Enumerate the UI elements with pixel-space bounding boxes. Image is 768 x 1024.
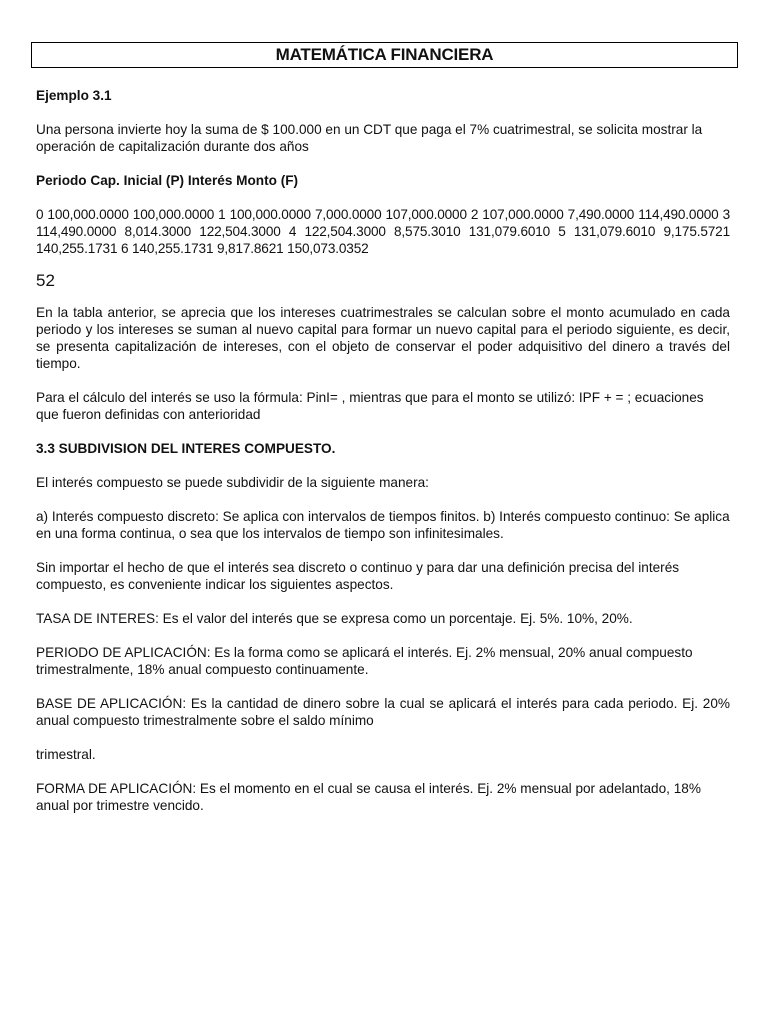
- table-header: Periodo Cap. Inicial (P) Interés Monto (F): [36, 173, 299, 188]
- paragraph-aspectos: Sin importar el hecho de que el interés sea discreto o continuo y para dar una definición precisa del interés compuesto, es conveniente indicar los siguientes aspectos.: [36, 560, 680, 592]
- paragraph-tabla-anterior: En la tabla anterior, se aprecia que los intereses cuatrimestrales se calculan sobre el monto acumulado en cada periodo y los intereses se suman al nuevo capital para formar un nuevo capital para el periodo siguiente, es decir, se presenta capitalización de intereses, con el objeto de conservar el poder adquisitivo del dinero a través del tiempo.: [36, 305, 730, 371]
- section-heading: 3.3 SUBDIVISION DEL INTERES COMPUESTO.: [36, 441, 336, 456]
- paragraph-forma-aplicacion: FORMA DE APLICACIÓN: Es el momento en el cual se causa el interés. Ej. 2% mensual por adelantado, 18% anual por trimestre vencido.: [36, 781, 701, 813]
- paragraph-base-aplicacion: BASE DE APLICACIÓN: Es la cantidad de dinero sobre la cual se aplicará el interés para cada periodo. Ej. 20% anual compuesto trimestralmente sobre el saldo mínimo: [36, 696, 730, 728]
- paragraph-tasa-interes: TASA DE INTERES: Es el valor del interés que se expresa como un porcentaje. Ej. 5%. 10%, 20%.: [36, 611, 633, 626]
- page-number: 52: [36, 271, 55, 290]
- page-title: MATEMÁTICA FINANCIERA: [31, 42, 738, 68]
- example-text: Una persona invierte hoy la suma de $ 100.000 en un CDT que paga el 7% cuatrimestral, se solicita mostrar la operación de capitalización durante dos años: [36, 122, 703, 154]
- paragraph-subdivision-intro: El interés compuesto se puede subdividir de la siguiente manera:: [36, 475, 429, 490]
- paragraph-periodo-aplicacion: PERIODO DE APLICACIÓN: Es la forma como se aplicará el interés. Ej. 2% mensual, 20% anual compuesto trimestralmente, 18% anual compuesto continuamente.: [36, 645, 693, 677]
- example-heading: Ejemplo 3.1: [36, 88, 112, 103]
- document-page: [36, 42, 730, 814]
- paragraph-trimestral: trimestral.: [36, 747, 96, 762]
- table-data: 0 100,000.0000 100,000.0000 1 100,000.0000 7,000.0000 107,000.0000 2 107,000.0000 7,490.0000 114,490.0000 3 114,490.0000 8,014.3000 122,504.3000 4 122,504.3000 8,575.3010 131,079.6010 5 131,079.6010 9,175.5721 140,255.1731 6 140,255.1731 9,817.8621 150,073.0352: [36, 207, 730, 256]
- paragraph-discreto-continuo: a) Interés compuesto discreto: Se aplica con intervalos de tiempos finitos. b) Interés compuesto continuo: Se aplica en una forma continua, o sea que los intervalos de tiempo son infinitesimales.: [36, 509, 730, 541]
- paragraph-formula: Para el cálculo del interés se uso la fórmula: PinI= , mientras que para el monto se utilizó: IPF + = ; ecuaciones que fueron definidas con anterioridad: [36, 390, 704, 422]
